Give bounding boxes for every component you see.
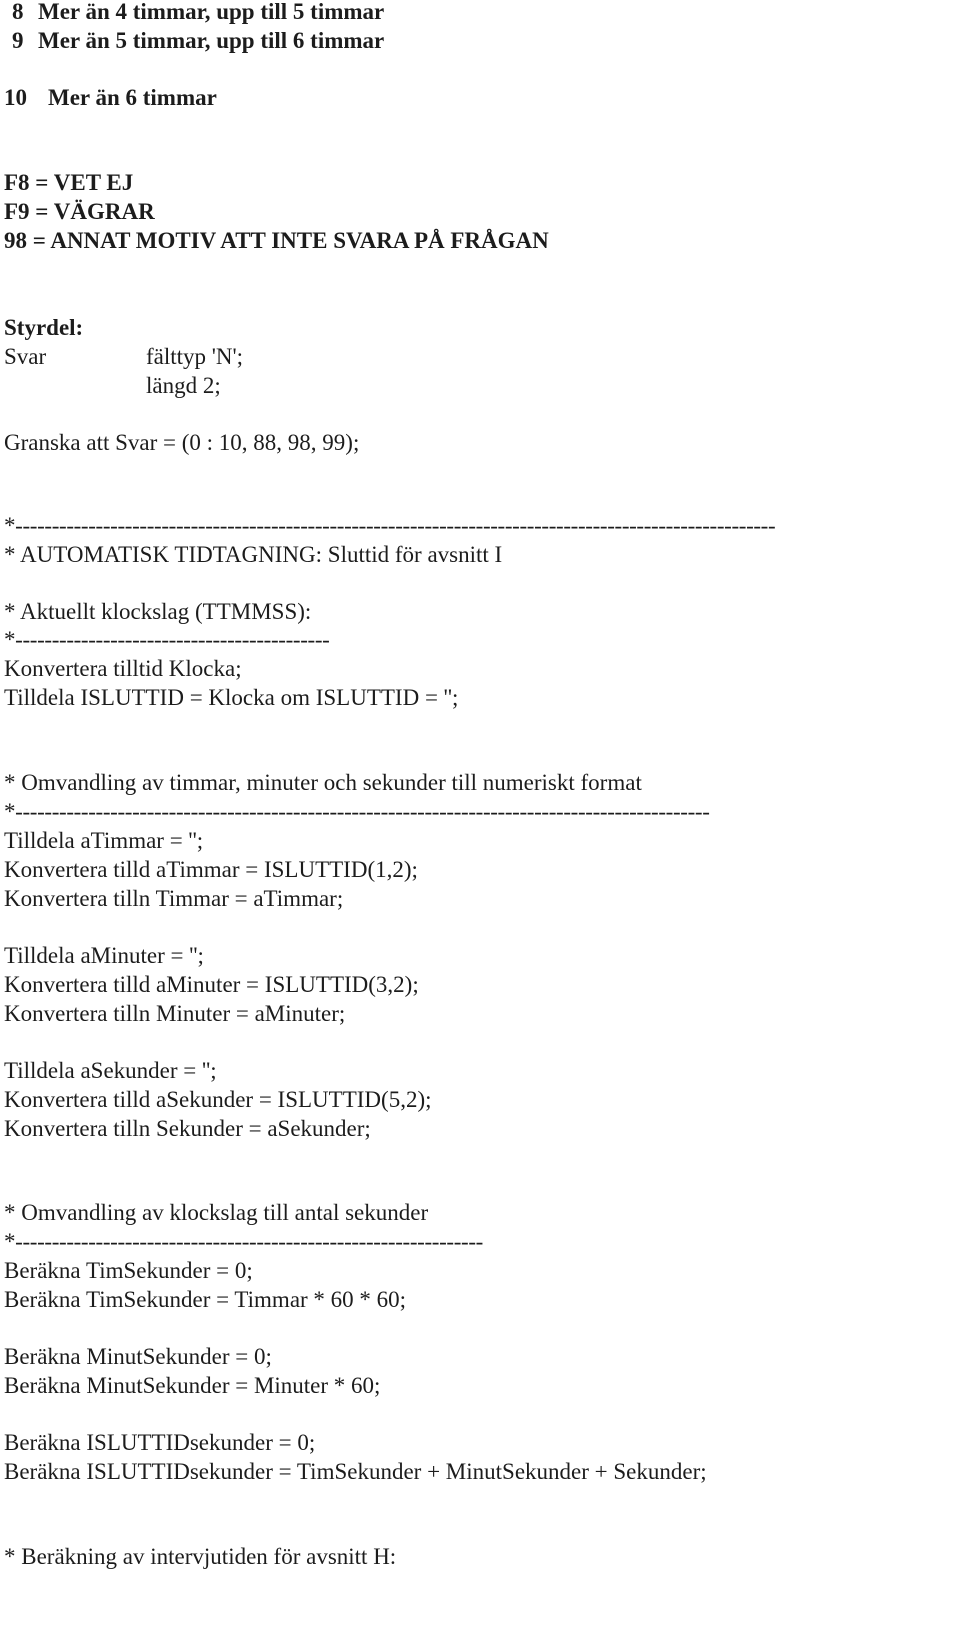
field-length: längd 2; — [146, 373, 221, 398]
separator-line: *----------------------------------------------------------------------------------------------- — [4, 799, 710, 824]
separator-line: *-------------------------------------------------------------------------------------------------------- — [4, 513, 776, 538]
code-line: Beräkna TimSekunder = Timmar * 60 * 60; — [4, 1287, 407, 1312]
code-line: Konvertera tilltid Klocka; — [4, 656, 242, 681]
check-rule: Granska att Svar = (0 : 10, 88, 98, 99); — [4, 430, 360, 455]
code-line: Konvertera tilln Sekunder = aSekunder; — [4, 1116, 371, 1141]
code-98: 98 = ANNAT MOTIV ATT INTE SVARA PÅ FRÅGAN — [4, 228, 549, 253]
code-line: Konvertera tilld aSekunder = ISLUTTID(5,2); — [4, 1087, 432, 1112]
option-text: Mer än 4 timmar, upp till 5 timmar — [38, 0, 385, 24]
separator-line: *------------------------------------------- — [4, 627, 330, 652]
code-f9: F9 = VÄGRAR — [4, 199, 155, 224]
code-line: Konvertera tilln Timmar = aTimmar; — [4, 886, 344, 911]
code-line: Tilldela aSekunder = ''; — [4, 1058, 217, 1083]
styrdel-heading: Styrdel: — [4, 315, 84, 340]
separator-line: *---------------------------------------------------------------- — [4, 1229, 483, 1254]
comment-berakning: * Beräkning av intervjutiden för avsnitt H: — [4, 1544, 397, 1569]
code-line: Beräkna MinutSekunder = 0; — [4, 1344, 272, 1369]
code-line: Beräkna MinutSekunder = Minuter * 60; — [4, 1373, 381, 1398]
field-name: Svar — [4, 344, 47, 369]
code-line: Beräkna ISLUTTIDsekunder = TimSekunder + MinutSekunder + Sekunder; — [4, 1459, 707, 1484]
code-f8: F8 = VET EJ — [4, 170, 134, 195]
option-number: 10 — [4, 85, 27, 110]
comment-klockslag: * Aktuellt klockslag (TTMMSS): — [4, 599, 312, 624]
comment-omvandling-1: * Omvandling av timmar, minuter och sekunder till numeriskt format — [4, 770, 642, 795]
field-type: fälttyp 'N'; — [146, 344, 244, 369]
option-text: Mer än 5 timmar, upp till 6 timmar — [38, 28, 385, 53]
code-line: Konvertera tilld aMinuter = ISLUTTID(3,2); — [4, 972, 419, 997]
option-number: 8 — [12, 0, 24, 24]
code-line: Beräkna ISLUTTIDsekunder = 0; — [4, 1430, 316, 1455]
code-line: Tilldela ISLUTTID = Klocka om ISLUTTID = ''; — [4, 685, 459, 710]
code-line: Beräkna TimSekunder = 0; — [4, 1258, 253, 1283]
comment-omvandling-2: * Omvandling av klockslag till antal sekunder — [4, 1200, 429, 1225]
code-line: Konvertera tilln Minuter = aMinuter; — [4, 1001, 346, 1026]
option-text: Mer än 6 timmar — [48, 85, 217, 110]
option-number: 9 — [12, 28, 24, 53]
option-9 — [12, 26, 384, 55]
code-line: Tilldela aTimmar = ''; — [4, 828, 204, 853]
option-8 — [12, 0, 384, 26]
option-10 — [4, 83, 217, 112]
code-line: Tilldela aMinuter = ''; — [4, 943, 204, 968]
code-line: Konvertera tilld aTimmar = ISLUTTID(1,2); — [4, 857, 418, 882]
comment-auto: * AUTOMATISK TIDTAGNING: Sluttid för avsnitt I — [4, 542, 503, 567]
